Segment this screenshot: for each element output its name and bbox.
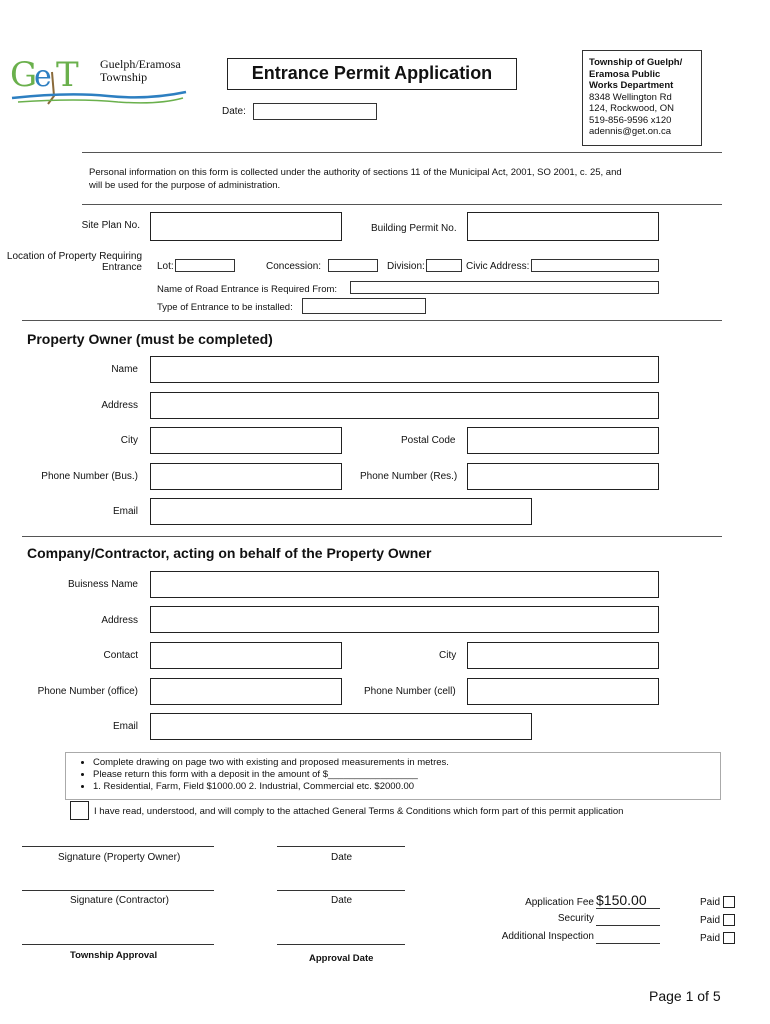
owner-signature-label: Signature (Property Owner) [58,852,181,863]
contractor-signature-label: Signature (Contractor) [70,895,169,906]
instruction-item: • Complete drawing on page two with existing and proposed measurements in metres. [93,757,720,769]
logo-line-2: Township [100,70,148,84]
township-logo [8,52,193,107]
owner-signature-line[interactable] [22,846,214,847]
contractor-email-label: Email [112,721,138,732]
instruction-item: • Please return this form with a deposit in the amount of $_________________ [93,769,720,781]
owner-address-label: Address [101,400,138,411]
division-label: Division: [387,261,425,272]
owner-email-input[interactable] [150,498,532,525]
divider [82,204,722,205]
paid-checkbox-security[interactable] [723,914,735,926]
civic-address-label: Civic Address: [466,261,530,272]
divider [82,152,722,153]
contractor-contact-input[interactable] [150,642,342,669]
logo-line-1: Guelph/Eramosa [100,57,181,71]
owner-phone-res-input[interactable] [467,463,659,490]
date-line-1[interactable] [277,846,405,847]
location-label-1: Location of Property Requiring [6,251,142,262]
divider [22,320,722,321]
date-label: Date: [222,106,246,117]
approval-line[interactable] [22,944,214,945]
security-line[interactable] [596,925,660,926]
paid-checkbox-inspection[interactable] [723,932,735,944]
paid-checkbox-fee[interactable] [723,896,735,908]
title-box [227,58,517,90]
contractor-phone-cell-label: Phone Number (cell) [364,686,456,697]
division-input[interactable] [426,259,462,272]
divider [22,536,722,537]
contractor-city-label: City [439,650,457,661]
site-plan-input[interactable] [150,212,342,241]
date-label-2: Date [331,895,353,906]
owner-city-label: City [120,435,138,446]
dept-line-1: Township of Guelph/ [589,57,683,68]
concession-label: Concession: [266,261,322,272]
application-fee-value: $150.00 [596,892,660,909]
additional-inspection-line[interactable] [596,943,660,944]
security-label: Security [557,913,594,924]
dept-email: adennis@get.on.ca [589,126,672,137]
owner-postal-input[interactable] [467,427,659,454]
svg-text:T: T [56,55,79,95]
dept-address-1: 8348 Wellington Rd [589,91,672,103]
approval-date-label: Approval Date [309,953,374,964]
date-label-1: Date [331,852,353,863]
building-permit-input[interactable] [467,212,659,241]
contractor-city-input[interactable] [467,642,659,669]
paid-label: Paid [700,897,721,908]
contractor-signature-line[interactable] [22,890,214,891]
owner-address-input[interactable] [150,392,659,419]
additional-inspection-label: Additional Inspection [501,931,594,942]
contractor-email-input[interactable] [150,713,532,740]
paid-label: Paid [700,915,721,926]
owner-email-label: Email [112,506,138,517]
department-contact-box [582,50,702,146]
civic-address-input[interactable] [531,259,659,272]
contractor-business-label: Buisness Name [67,579,138,590]
dept-line-2: Eramosa Public [589,68,661,80]
date-line-2[interactable] [277,890,405,891]
road-label: Name of Road Entrance is Required From: [157,284,338,295]
svg-text:e: e [34,59,52,94]
approval-label: Township Approval [70,950,158,961]
owner-phone-bus-label: Phone Number (Bus.) [41,471,138,482]
contractor-phone-office-label: Phone Number (office) [37,686,138,697]
location-label-2: Entrance [101,262,142,273]
owner-name-input[interactable] [150,356,659,383]
svg-text:G: G [10,55,38,95]
lot-label: Lot: [157,261,174,272]
agree-label: I have read, understood, and will comply to the attached General Terms & Conditions which form part of this permit application [94,806,624,817]
concession-input[interactable] [328,259,378,272]
dept-address-2: 124, Rockwood, ON [589,103,675,114]
contractor-phone-cell-input[interactable] [467,678,659,705]
entrance-type-label: Type of Entrance to be installed: [157,302,293,313]
page-number: Page 1 of 5 [649,988,721,1004]
owner-phone-res-label: Phone Number (Res.) [360,471,458,482]
application-fee-label: Application Fee [525,897,594,908]
owner-phone-bus-input[interactable] [150,463,342,490]
dept-phone: 519-856-9596 x120 [589,114,672,126]
entrance-type-input[interactable] [302,298,426,314]
agree-checkbox[interactable] [70,801,89,820]
owner-postal-label: Postal Code [401,435,456,446]
owner-city-input[interactable] [150,427,342,454]
site-plan-label: Site Plan No. [81,220,140,231]
owner-name-label: Name [111,364,138,375]
lot-input[interactable] [175,259,235,272]
dept-line-3: Works Department [589,80,674,91]
approval-date-line[interactable] [277,944,405,945]
date-field[interactable] [253,103,377,120]
instruction-item: • 1. Residential, Farm, Field $1000.00 2. Industrial, Commercial etc. $2000.00 [93,781,720,793]
road-input[interactable] [350,281,659,294]
contractor-address-label: Address [101,615,138,626]
paid-label: Paid [700,933,721,944]
contractor-phone-office-input[interactable] [150,678,342,705]
owner-section-heading: Property Owner (must be completed) [27,331,273,347]
contractor-section-heading: Company/Contractor, acting on behalf of the Property Owner [27,545,432,561]
contractor-business-input[interactable] [150,571,659,598]
contractor-contact-label: Contact [103,650,138,661]
contractor-address-input[interactable] [150,606,659,633]
privacy-line-1: Personal information on this form is collected under the authority of sections 11 of the Municipal Act, 2001, SO 2001, c. 25, and [89,167,622,178]
instructions-box [65,752,721,800]
page-title: Entrance Permit Application [251,63,493,83]
privacy-line-2: will be used for the purpose of administration. [89,180,281,191]
building-permit-label: Building Permit No. [371,223,457,234]
